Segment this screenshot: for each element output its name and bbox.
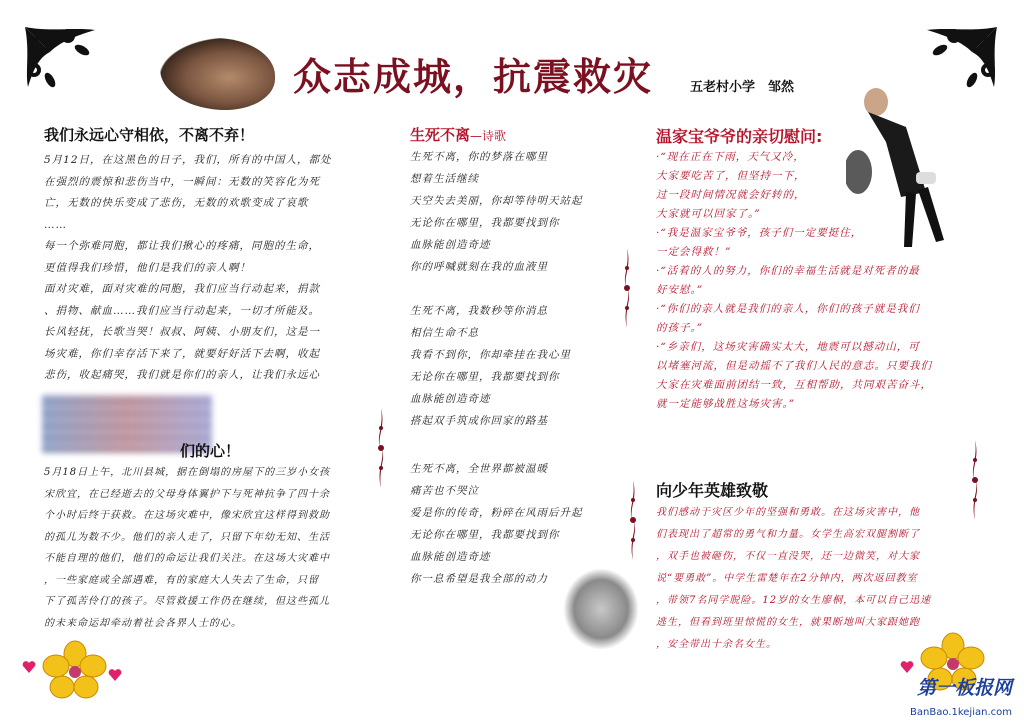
section-heading-orphans: 们的心！ — [180, 442, 241, 460]
quote-line: 的孩子。” — [656, 322, 704, 334]
divider-ornament-icon — [626, 480, 640, 560]
old-man-icon — [846, 82, 956, 257]
baby-hands-icon — [563, 568, 639, 650]
quote-line: ·“我是温家宝爷爷，孩子们一定要挺住， — [656, 227, 863, 239]
article-together — [44, 150, 374, 387]
text-line: …… — [44, 218, 67, 231]
quote-line: 大家要吃苦了，但坚持一下， — [656, 170, 806, 182]
quote-line: 大家在灾难面前团结一致，互相帮助，共同艰苦奋斗， — [656, 379, 932, 391]
poem-line: 生死不离，我数秒等你消息 — [410, 305, 548, 317]
site-logo[interactable]: 第一板报网 — [916, 677, 1012, 699]
text-line: 更值得我们珍惜，他们是我们的亲人啊！ — [44, 261, 251, 274]
text-line: 的孤儿为数不少。他们的亲人走了，只留下年幼无知、生活 — [44, 531, 330, 543]
text-line: ，带领7名同学脱险。12岁的女生廖桐，本可以自己迅速 — [656, 595, 932, 606]
text-line: 、捐物、献血……我们应当行动起来，一切才所能及。 — [44, 304, 320, 317]
section-heading-poem — [410, 124, 506, 145]
poem-line: 生死不离，你的梦落在哪里 — [410, 151, 548, 163]
poem-line: 无论你在哪里，我都要找到你 — [410, 371, 560, 383]
poem-line: 你的呼喊就刻在我的血液里 — [410, 261, 548, 273]
text-line: 在强烈的震惊和悲伤当中，一瞬间：无数的笑容化为死 — [44, 175, 320, 188]
text-line: 5月18日上午，北川县城，据在倒塌的房屋下的三岁小女孩 — [44, 467, 331, 478]
text-line: 下了孤苦伶仃的孩子。尽管救援工作仍在继续，但这些孤儿 — [44, 596, 330, 607]
text-line: 的未来命运却牵动着社会各界人士的心。 — [44, 617, 242, 629]
quote-line: 一定会得救！” — [656, 246, 732, 258]
poem-line: 无论你在哪里，我都要找到你 — [410, 529, 560, 541]
section-heading-wen: 温家宝爷爷的亲切慰问: — [656, 127, 823, 146]
heart-icon — [22, 660, 36, 674]
hibiscus-flower-icon — [40, 640, 110, 700]
poem-line: 血脉能创造奇迹 — [410, 551, 491, 563]
text-line: 个小时后终于获救。在这场灾难中，像宋欣宜这样得到救助 — [44, 510, 330, 521]
poem-line: 生死不离，全世界都被温暖 — [410, 463, 548, 475]
divider-ornament-icon — [374, 408, 388, 488]
quote-line: 过一段时间情况就会好转的， — [656, 189, 806, 201]
text-line: 长风轻抚，长歌当哭！叔叔、阿姨、小朋友们，这是一 — [44, 326, 320, 338]
quote-line: ·“活着的人的努力，你们的幸福生活就是对死者的最 — [656, 265, 920, 277]
quote-line: ·“你们的亲人就是我们的亲人，你们的孩子就是我们 — [656, 303, 920, 315]
heart-icon — [900, 660, 914, 674]
poem-line: 天空失去美丽，你却等待明天站起 — [410, 195, 583, 207]
poem-line: 无论你在哪里，我都要找到你 — [410, 217, 560, 229]
text-line: ，一些家庭或全部遇难，有的家庭大人失去了生命，只留 — [44, 574, 319, 586]
section-heading-together: 我们永远心守相依，不离不弃！ — [44, 126, 255, 144]
text-line: 面对灾难，面对灾难的同胞，我们应当行动起来，捐款 — [44, 283, 320, 295]
poem-stanza-2 — [410, 300, 620, 432]
poem-title: 生死不离 — [410, 126, 471, 144]
text-line: 5月12日，在这黑色的日子，我们，所有的中国人，都处 — [44, 154, 332, 166]
site-url[interactable]: BanBao.1kejian.com — [910, 707, 1012, 718]
text-line: 逃生，但看到班里惊慌的女生，就果断地叫大家跟她跑 — [656, 617, 920, 628]
section-heading-heroes: 向少年英雄致敬 — [656, 481, 769, 500]
text-line: 我们感动于灾区少年的坚强和勇敢。在这场灾害中，他 — [656, 507, 920, 518]
quote-line: 就一定能够战胜这场灾害。” — [656, 398, 796, 410]
text-line: 每一个弥难同胞，都让我们揪心的疼痛，同胞的生命， — [44, 240, 320, 252]
poem-line: 想着生活继续 — [410, 173, 479, 185]
quote-line: ·“乡亲们，这场灾害确实太大，地震可以撼动山，可 — [656, 341, 920, 353]
corner-ornament-icon — [20, 22, 100, 92]
poem-line: 搭起双手筑成你回家的路基 — [410, 415, 548, 427]
quote-line: 以堵塞河流，但是动摇不了我们人民的意志。只要我们 — [656, 360, 932, 372]
divider-ornament-icon — [620, 248, 634, 328]
quote-line: 大家就可以回家了。” — [656, 208, 761, 220]
poem-stanza-1 — [410, 146, 620, 278]
text-line: 场灾难，你们幸存活下来了，就要好好活下去啊，收起 — [44, 347, 320, 360]
poem-line: 爱是你的传奇，粉碎在风雨后升起 — [410, 507, 583, 519]
quote-line: ·“现在正在下雨，天气又冷， — [656, 151, 805, 163]
text-line: 们表现出了超常的勇气和力量。女学生高宏双腿割断了 — [656, 529, 920, 540]
text-line: 宋欣宜，在已经逝去的父母身体翼护下与死神抗争了四十余 — [44, 488, 330, 500]
quote-line: 好安慰。” — [656, 284, 704, 296]
author-name: 五老村小学 邹然 — [690, 80, 795, 95]
poem-line: 相信生命不息 — [410, 327, 479, 339]
page-title: 众志成城，抗震救灾 — [293, 55, 654, 99]
poem-line: 血脉能创造奇迹 — [410, 239, 491, 251]
text-line: ，安全带出十余名女生。 — [656, 639, 777, 650]
article-orphans — [44, 462, 384, 634]
praying-hands-icon — [160, 38, 275, 110]
text-line: ，双手也被砸伤，不仅一直没哭，还一边微笑，对大家 — [656, 551, 920, 562]
poem-line: 血脉能创造奇迹 — [410, 393, 491, 405]
text-line: 不能自理的他们，他们的命运让我们关注。在这场大灾难中 — [44, 553, 330, 564]
text-line: 说“要勇敢”。中学生雷楚年在2分钟内，两次返回教室 — [656, 573, 918, 584]
poem-line: 痛苦也不哭泣 — [410, 485, 479, 497]
poem-line: 你一息希望是我全部的动力 — [410, 573, 548, 585]
heart-icon — [108, 668, 122, 682]
poem-subtitle: —诗歌 — [470, 129, 507, 143]
text-line: 亡，无数的快乐变成了悲伤，无数的欢歌变成了哀歌 — [44, 197, 309, 209]
poem-line: 我看不到你，你却牵挂在我心里 — [410, 349, 571, 361]
text-line: 悲伤，收起痛哭，我们就是你们的亲人，让我们永远心 — [44, 369, 320, 381]
